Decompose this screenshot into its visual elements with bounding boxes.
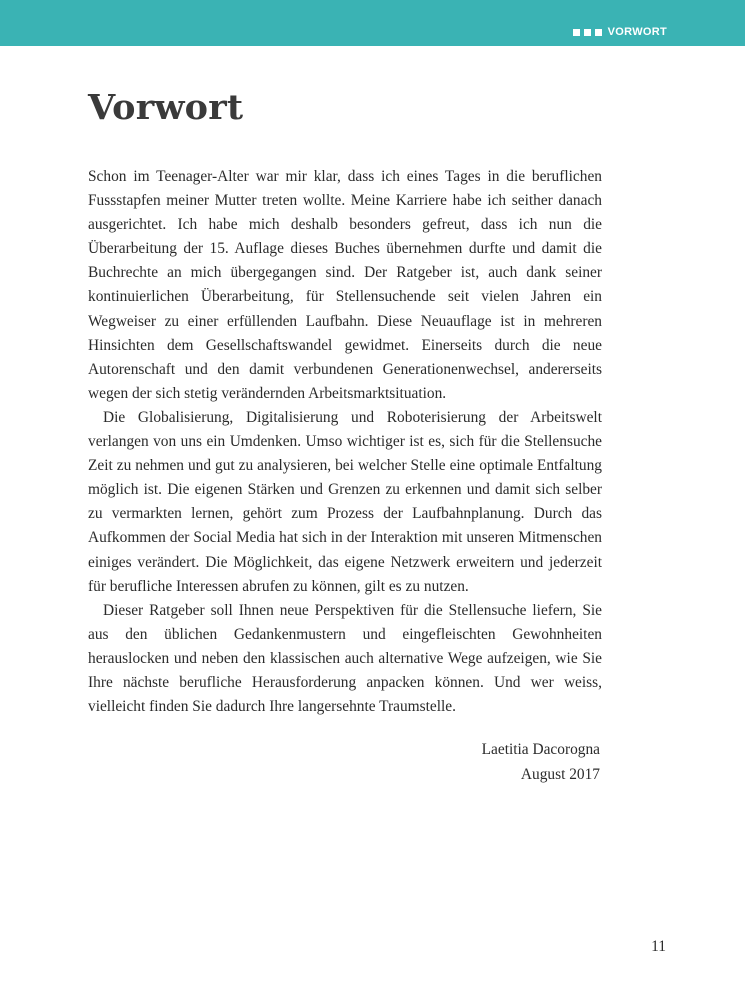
page-title: Vorwort xyxy=(88,87,244,128)
paragraph-3: Dieser Ratgeber soll Ihnen neue Perspektiven für die Stellensuche liefern, Sie aus den üblichen Gedankenmustern und eingefleischten Gewohnheiten herauslocken und neben den klassischen auch alternative Wege aufzeigen, wie Sie Ihre nächste berufliche Herausforderung anpacken können. Und wer weiss, vielleicht finden Sie dadurch Ihre langersehnte Traumstelle. xyxy=(88,601,602,716)
section-label-text: VORWORT xyxy=(607,26,667,38)
body-text xyxy=(88,165,602,719)
page-number: 11 xyxy=(651,938,666,955)
signature-author: Laetitia Dacorogna xyxy=(481,741,600,758)
header-bar xyxy=(0,0,745,46)
section-label xyxy=(573,27,667,38)
paragraph-1: Schon im Teenager-Alter war mir klar, dass ich eines Tages in die beruflichen Fussstapfen meiner Mutter treten wollte. Meine Karriere habe ich seither danach ausgerichtet. Ich habe mich deshalb besonders gefreut, dass ich nun die Überarbeitung der 15. Auflage dieses Buches übernehmen durfte und damit die Buchrechte an mich übergegangen sind. Der Ratgeber ist, auch dank seiner kontinuierlichen Überarbeitung, für Stellensuchende seit vielen Jahren ein Wegweiser zu einer erfüllenden Laufbahn. Diese Neuauflage ist in mehreren Hinsichten dem Gesellschaftswandel gewidmet. Einerseits durch die neue Autorenschaft und den damit verbundenen Generationenwechsel, andererseits wegen der sich stetig verändernden Arbeitsmarktsituation. xyxy=(88,168,602,402)
signature-date: August 2017 xyxy=(520,766,600,783)
paragraph-2: Die Globalisierung, Digitalisierung und Roboterisierung der Arbeitswelt verlangen von uns ein Umdenken. Umso wichtiger ist es, sich für die Stellensuche Zeit zu nehmen und gut zu analysieren, bei welcher Stelle eine optimale Entfaltung möglich ist. Die eigenen Stärken und Grenzen zu erkennen und damit sich selber zu vermarkten lernen, gehört zum Prozess der Laufbahnplanung. Durch das Aufkommen der Social Media hat sich in der Interaktion mit unseren Mitmenschen einiges verändert. Die Möglichkeit, das eigene Netzwerk erweitern und jederzeit für berufliche Interessen abrufen zu können, gilt es zu nutzen. xyxy=(88,408,602,595)
signature xyxy=(482,737,600,787)
square-bullets-icon xyxy=(573,29,602,36)
